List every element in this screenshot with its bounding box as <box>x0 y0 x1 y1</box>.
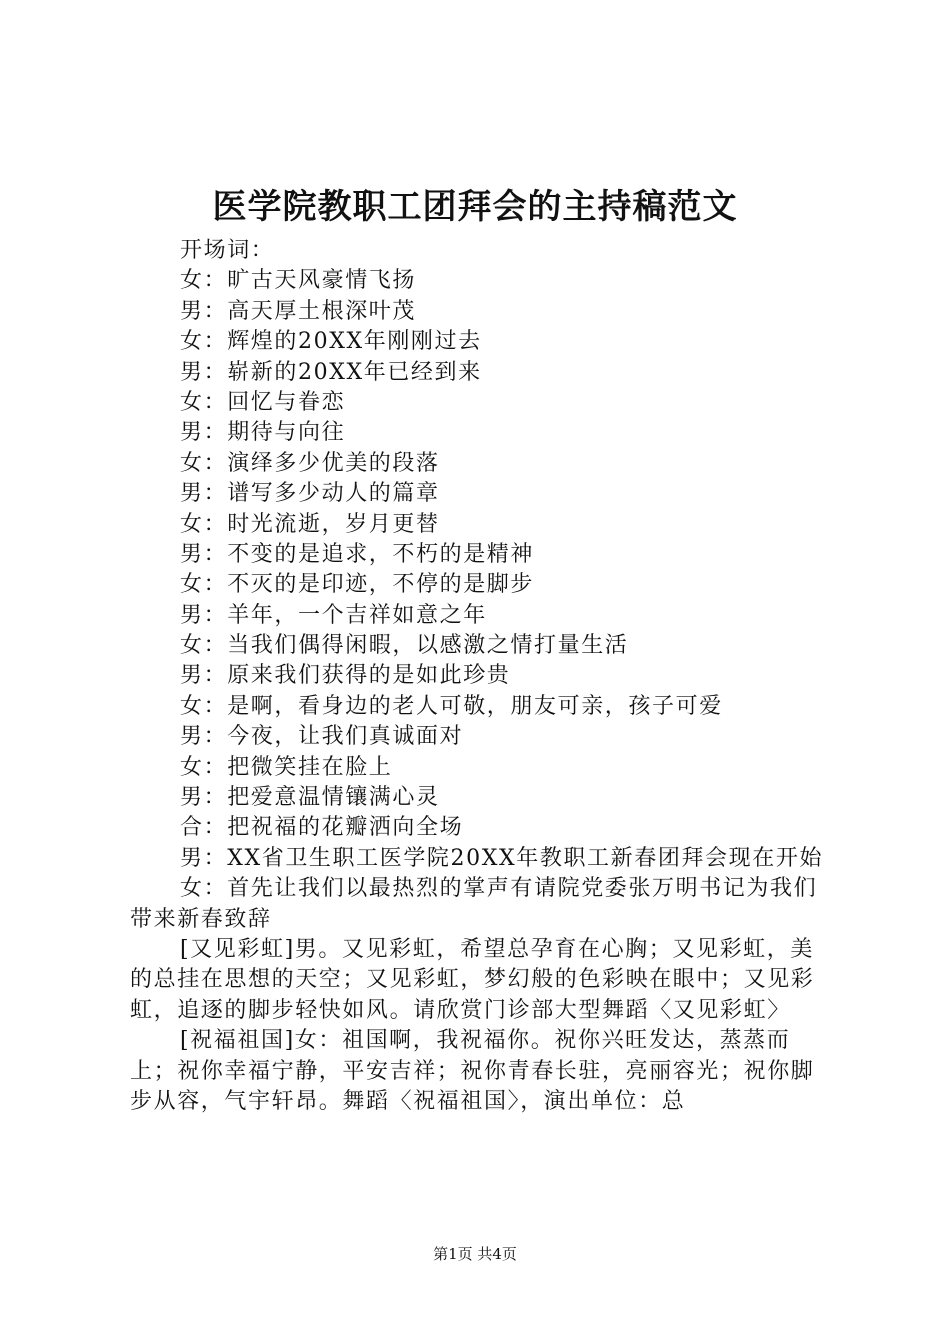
text-line: 合：把祝福的花瓣洒向全场 <box>180 815 464 841</box>
text-line: 男：高天厚土根深叶茂 <box>180 298 417 324</box>
text-paragraph: 男：XX省卫生职工医学院20XX年教职工新春团拜会现在开始 <box>180 845 824 871</box>
text-line: 女：当我们偶得闲暇，以感激之情打量生活 <box>180 633 629 659</box>
text-line: 女：辉煌的20XX年刚刚过去 <box>180 329 482 355</box>
text-line: 男：今夜，让我们真诚面对 <box>180 724 464 750</box>
text-line: 开场词： <box>180 238 275 263</box>
page-number-footer: 第1页 共4页 <box>433 1245 517 1263</box>
text-line: 男：原来我们获得的是如此珍贵 <box>180 663 511 689</box>
text-line: 男：不变的是追求，不朽的是精神 <box>180 541 535 567</box>
text-line: 女：旷古天风豪情飞扬 <box>180 268 417 294</box>
text-line: 男：羊年，一个吉祥如意之年 <box>180 602 487 628</box>
document-title: 医学院教职工团拜会的主持稿范文 <box>212 187 738 227</box>
text-line: 女：是啊，看身边的老人可敬，朋友可亲，孩子可爱 <box>180 693 723 719</box>
text-line: 男：谱写多少动人的篇章 <box>180 481 440 507</box>
document-body <box>130 236 830 1117</box>
text-line: 男：崭新的20XX年已经到来 <box>180 359 482 385</box>
text-paragraph: [又见彩虹]男。又见彩虹，希望总孕育在心胸；又见彩虹，美的总挂在思想的天空；又见彩虹，梦幻般的色彩映在眼中；又见彩虹，追逐的脚步轻快如风。请欣赏门诊部大型舞蹈〈又见彩虹〉 <box>130 937 815 1023</box>
text-line: 男：把爱意温情镶满心灵 <box>180 785 440 811</box>
text-line: 女：演绎多少优美的段落 <box>180 450 440 476</box>
text-paragraph: [祝福祖国]女：祖国啊，我祝福你。祝你兴旺发达，蒸蒸而上；祝你幸福宁静，平安吉祥；祝你青春长驻，亮丽容光；祝你脚步从容，气宇轩昂。舞蹈〈祝福祖国〉，演出单位：总 <box>130 1028 815 1115</box>
text-line: 女：时光流逝，岁月更替 <box>180 511 440 537</box>
text-line: 女：不灭的是印迹，不停的是脚步 <box>180 572 535 598</box>
text-line: 男：期待与向往 <box>180 420 346 446</box>
text-line: 女：回忆与眷恋 <box>180 389 346 415</box>
text-paragraph: 女：首先让我们以最热烈的掌声有请院党委张万明书记为我们带来新春致辞 <box>130 876 818 932</box>
text-line: 女：把微笑挂在脸上 <box>180 754 393 780</box>
